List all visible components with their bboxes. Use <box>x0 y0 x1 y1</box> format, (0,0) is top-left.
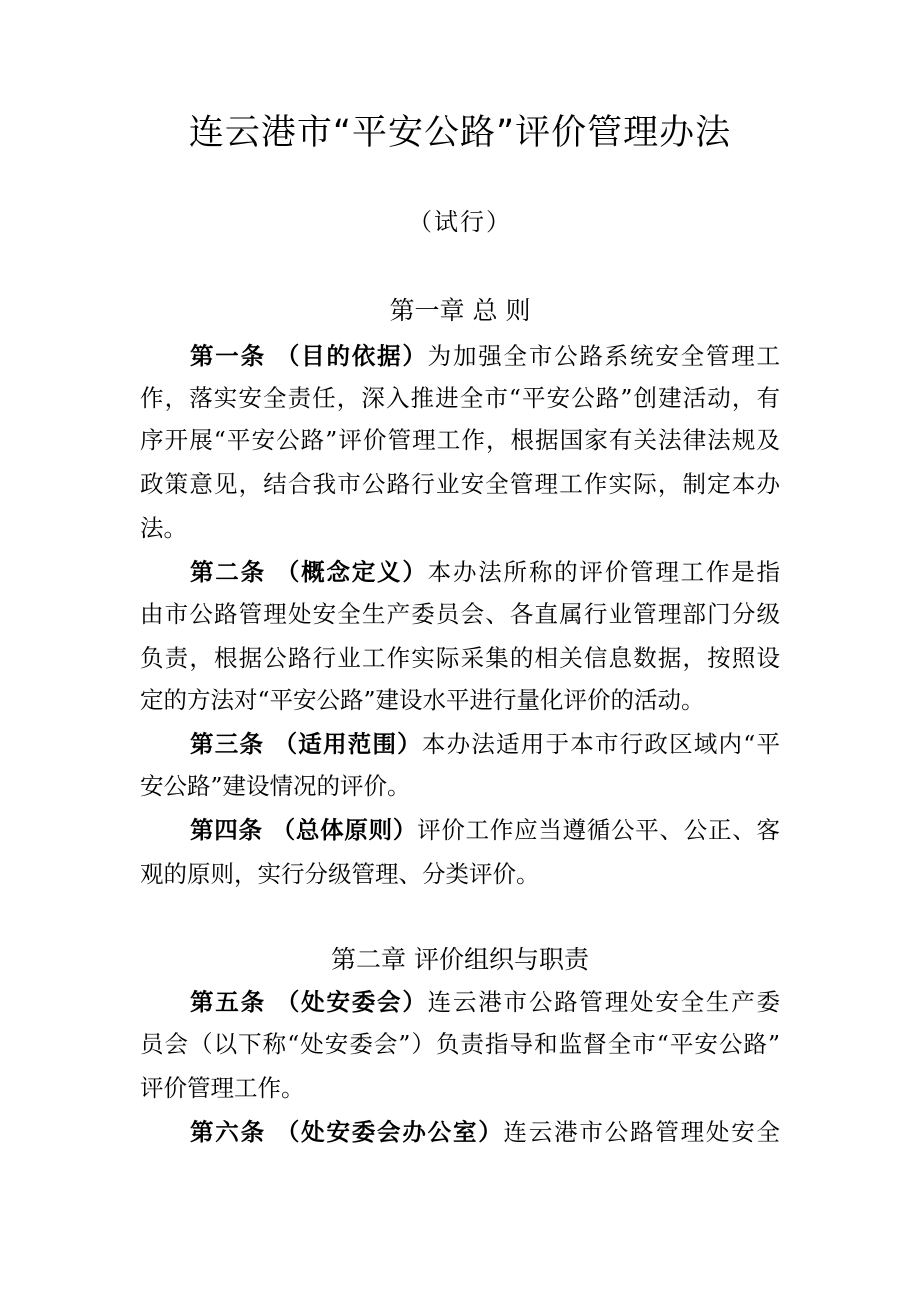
chapter-2-heading: 第二章 评价组织与职责 <box>331 945 589 974</box>
article-4-heading: 第四条 （总体原则） <box>190 816 418 844</box>
article-5-line-1: 第五条 （处安委会）连云港市公路管理处安全生产委 <box>190 988 781 1016</box>
article-2-heading: 第二条 （概念定义） <box>190 558 428 586</box>
article-1-line-3: 序开展“平安公路”评价管理工作，根据国家有关法律法规及 <box>140 426 780 454</box>
article-3-line-2: 安公路”建设情况的评价。 <box>140 772 411 800</box>
article-1-line-4: 政策意见，结合我市公路行业安全管理工作实际，制定本办 <box>140 470 780 498</box>
article-5-line-3: 评价管理工作。 <box>140 1074 305 1102</box>
chapter-1-heading: 第一章 总 则 <box>389 296 531 325</box>
article-2-line-1: 第二条 （概念定义）本办法所称的评价管理工作是指 <box>190 558 781 586</box>
document-title: 连云港市“平安公路”评价管理办法 <box>188 113 732 153</box>
article-1-line-1: 第一条 （目的依据）为加强全市公路系统安全管理工 <box>190 342 781 370</box>
article-3-line-1: 第三条 （适用范围）本办法适用于本市行政区域内“平 <box>190 730 780 758</box>
article-2-line-2: 由市公路管理处安全生产委员会、各直属行业管理部门分级 <box>140 600 780 628</box>
article-5-heading: 第五条 （处安委会） <box>190 988 428 1016</box>
article-2-line-3: 负责，根据公路行业工作实际采集的相关信息数据，按照设 <box>140 644 780 672</box>
article-1-line-5: 法。 <box>140 514 187 542</box>
article-4-line-1: 第四条 （总体原则）评价工作应当遵循公平、公正、客 <box>190 816 780 844</box>
article-3-heading: 第三条 （适用范围） <box>190 730 422 758</box>
article-1-line-2: 作，落实安全责任，深入推进全市“平安公路”创建活动，有 <box>140 384 780 412</box>
article-6-heading: 第六条 （处安委会办公室） <box>190 1118 504 1146</box>
article-2-line-4: 定的方法对“平安公路”建设水平进行量化评价的活动。 <box>140 686 705 714</box>
document-subtitle: （试行） <box>408 208 512 236</box>
article-5-line-2: 员会（以下称“处安委会”）负责指导和监督全市“平安公路” <box>140 1030 780 1058</box>
article-6-line-1: 第六条 （处安委会办公室）连云港市公路管理处安全 <box>190 1118 781 1146</box>
article-1-heading: 第一条 （目的依据） <box>190 342 428 370</box>
article-4-line-2: 观的原则，实行分级管理、分类评价。 <box>140 860 540 888</box>
